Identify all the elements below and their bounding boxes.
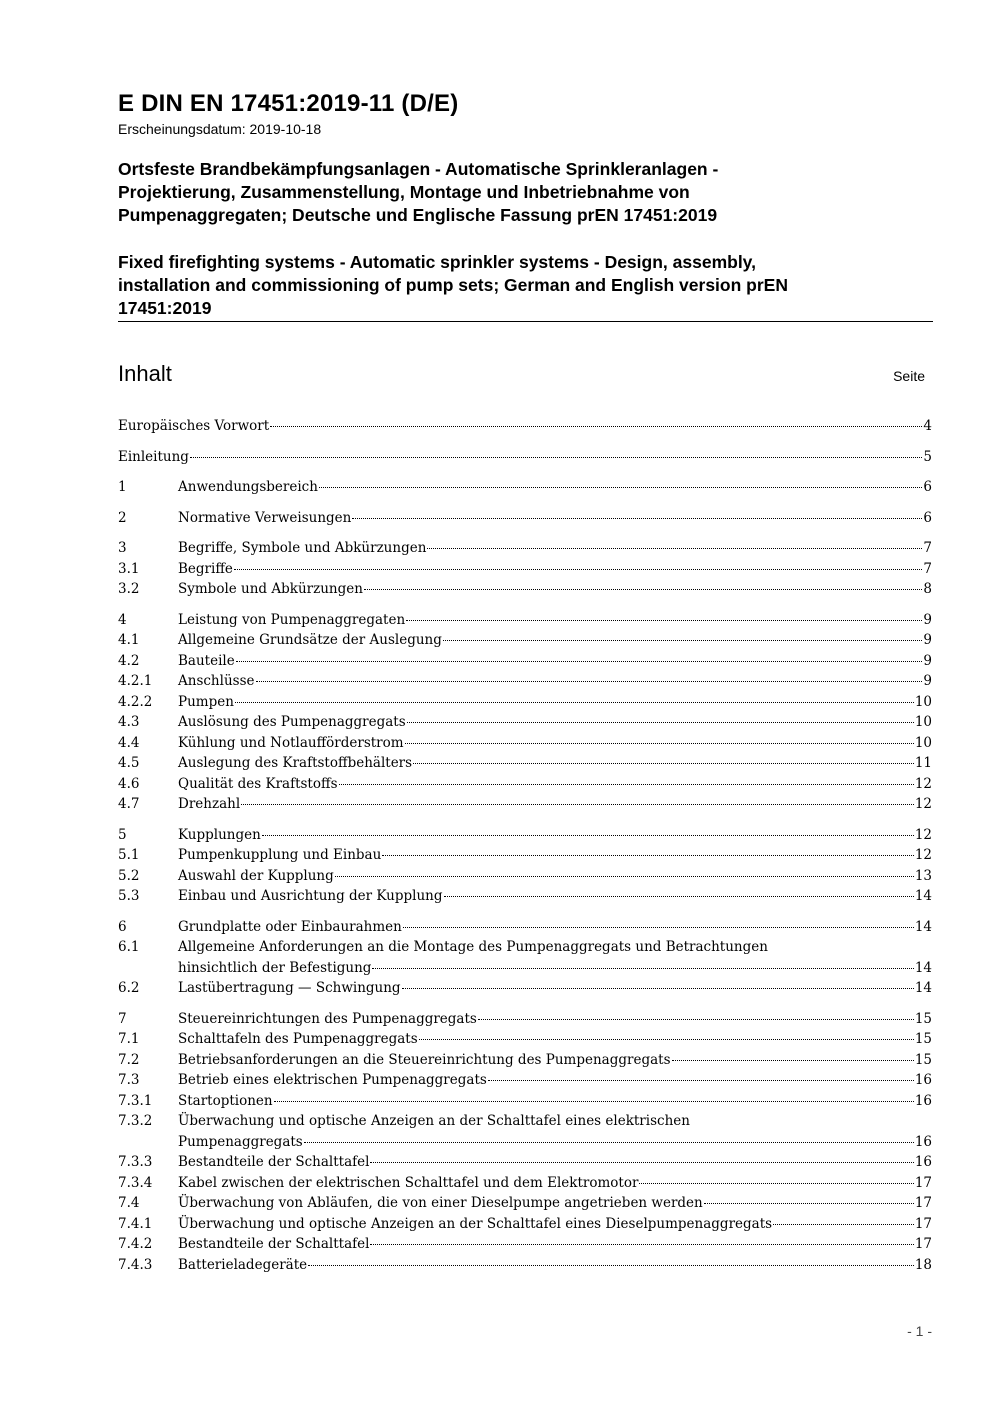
toc-entry-line (118, 845, 932, 866)
toc-entry-line (118, 753, 932, 774)
toc-dot-leader (443, 640, 923, 641)
toc-entry[interactable] (118, 774, 932, 795)
toc-dot-leader (308, 1265, 914, 1266)
toc-page-column-label: Seite (893, 368, 925, 384)
toc-entry-line (118, 1132, 932, 1153)
toc-entry-number: 7.4 (118, 1195, 140, 1211)
toc-entry[interactable] (118, 845, 932, 866)
toc-entry[interactable] (118, 508, 932, 529)
toc-entry-line (118, 447, 932, 468)
toc-entry-page: 15 (914, 1010, 932, 1027)
toc-entry-number: 4 (118, 611, 127, 628)
toc-entry-number: 7.3 (118, 1072, 140, 1088)
toc-dot-leader (403, 927, 914, 928)
toc-entry-line (118, 1111, 932, 1132)
toc-dot-leader (364, 589, 922, 590)
toc-entry-title: Pumpenaggregats (178, 1133, 303, 1150)
toc-entry-line (118, 917, 932, 938)
toc-entry-page: 12 (914, 847, 932, 863)
toc-entry-number: 5.3 (118, 888, 140, 904)
toc-entry-number: 7.3.2 (118, 1113, 153, 1129)
toc-entry-title: Überwachung und optische Anzeigen an der Schalttafel eines elektrischen (178, 1113, 690, 1129)
toc-entry-title: Kabel zwischen der elektrischen Schalttafel und dem Elektromotor (178, 1174, 639, 1191)
toc-entry-line (118, 671, 932, 692)
toc-entry-number: 4.6 (118, 775, 140, 792)
toc-entry-line (118, 1234, 932, 1255)
toc-entry-title: Allgemeine Grundsätze der Auslegung (178, 632, 442, 648)
toc-entry-number: 4.2 (118, 652, 140, 669)
toc-entry-page: 18 (914, 1256, 932, 1273)
toc-entry-title: Anschlüsse (178, 673, 255, 689)
toc-dot-leader (262, 835, 914, 836)
toc-dot-leader (382, 855, 914, 856)
toc-entry-title: Betriebsanforderungen an die Steuereinrichtung des Pumpenaggregats (178, 1051, 671, 1068)
toc-entry[interactable] (118, 1050, 932, 1071)
toc-entry-number: 4.2.2 (118, 693, 153, 710)
toc-entry[interactable] (118, 671, 932, 692)
toc-entry-number: 7.4.3 (118, 1256, 153, 1273)
toc-entry[interactable] (118, 1234, 932, 1255)
toc-entry-title: Normative Verweisungen (178, 509, 352, 526)
toc-entry[interactable] (118, 825, 932, 846)
toc-entry-line (118, 978, 932, 999)
toc-entry-number: 6 (118, 918, 127, 935)
toc-entry-number: 7.2 (118, 1051, 140, 1068)
toc-entry-page: 16 (914, 1154, 932, 1170)
toc-dot-leader (339, 784, 914, 785)
toc-dot-leader (773, 1224, 914, 1225)
page-number: - 1 - (907, 1323, 932, 1339)
toc-entry[interactable] (118, 630, 932, 651)
toc-entry-number: 5.1 (118, 847, 140, 863)
toc-entry[interactable] (118, 1214, 932, 1235)
toc-entry-line (118, 1173, 932, 1194)
title-german-line: Pumpenaggregaten; Deutsche und Englische Fassung prEN 17451:2019 (118, 205, 718, 225)
toc-dot-leader (406, 620, 922, 621)
toc-entry-number: 1 (118, 479, 127, 495)
toc-dot-leader (274, 1101, 914, 1102)
toc-entry-number: 3 (118, 540, 127, 556)
title-english-line: 17451:2019 (118, 298, 212, 318)
toc-dot-leader (639, 1183, 913, 1184)
toc-entry-page: 9 (923, 632, 932, 648)
toc-entry-line (118, 774, 932, 795)
toc-entry[interactable] (118, 712, 932, 733)
toc-entry[interactable] (118, 1173, 932, 1194)
toc-entry-title: Pumpenkupplung und Einbau (178, 847, 382, 863)
toc-dot-leader (270, 426, 922, 427)
toc-entry[interactable] (118, 733, 932, 754)
toc-entry-page: 7 (923, 560, 932, 577)
toc-entry-page: 12 (914, 796, 932, 812)
toc-entry[interactable] (118, 1029, 932, 1050)
toc-entry-title: Einleitung (118, 448, 189, 465)
toc-entry-title: Pumpen (178, 693, 234, 710)
toc-dot-leader (335, 876, 914, 877)
toc-entry[interactable] (118, 753, 932, 774)
toc-entry[interactable] (118, 610, 932, 631)
toc-entry-title: Auslegung des Kraftstoffbehälters (178, 755, 413, 771)
toc-entry[interactable] (118, 917, 932, 938)
toc-entry-number: 5 (118, 826, 127, 843)
toc-entry-line (118, 1152, 932, 1173)
toc-entry-page: 15 (914, 1051, 932, 1068)
toc-entry-page: 14 (914, 918, 932, 935)
toc-entry-title: Grundplatte oder Einbaurahmen (178, 918, 402, 935)
toc-entry-line (118, 886, 932, 907)
toc-entry-title: Allgemeine Anforderungen an die Montage des Pumpenaggregats und Betrachtungen (178, 939, 768, 955)
toc-entry-number: 7.3.3 (118, 1154, 153, 1170)
toc-entry-page: 14 (914, 959, 932, 976)
toc-entry-page: 12 (914, 775, 932, 792)
toc-entry-title: Begriffe (178, 560, 233, 577)
toc-entry-line (118, 712, 932, 733)
toc-dot-leader (352, 518, 922, 519)
toc-entry-page: 4 (923, 418, 932, 434)
toc-entry-line (118, 630, 932, 651)
toc-entry-page: 16 (914, 1072, 932, 1088)
toc-dot-leader (672, 1060, 914, 1061)
toc-entry-title: Kühlung und Notlaufförderstrom (178, 734, 404, 751)
toc-dot-leader (427, 548, 922, 549)
toc-entry-title: Auslösung des Pumpenaggregats (178, 714, 406, 730)
toc-entry-line (118, 794, 932, 815)
toc-dot-leader (488, 1080, 914, 1081)
toc-entry[interactable] (118, 692, 932, 713)
toc-entry-title: Bauteile (178, 652, 235, 669)
toc-entry-number: 7.1 (118, 1031, 140, 1047)
toc-dot-leader (704, 1203, 914, 1204)
toc-entry[interactable] (118, 1111, 932, 1152)
toc-entry-number: 4.5 (118, 755, 140, 771)
toc-dot-leader (370, 1244, 913, 1245)
toc-dot-leader (407, 722, 914, 723)
title-english (118, 251, 918, 320)
toc-entry-line (118, 958, 932, 979)
toc-entry-number: 4.2.1 (118, 673, 153, 689)
toc-entry-page: 14 (914, 980, 932, 996)
toc-entry-number: 4.7 (118, 796, 140, 812)
toc-entry-page: 13 (914, 867, 932, 884)
toc-entry-title: Europäisches Vorwort (118, 418, 270, 434)
toc-heading: Inhalt (118, 361, 172, 386)
toc-entry-number: 7.4.1 (118, 1215, 153, 1232)
toc-entry[interactable] (118, 477, 932, 498)
toc-entry[interactable] (118, 866, 932, 887)
toc-entry-line (118, 1193, 932, 1214)
toc-entry-title: Anwendungsbereich (178, 479, 318, 495)
toc-entry-title: Betrieb eines elektrischen Pumpenaggregats (178, 1072, 487, 1088)
toc-entry-page: 16 (914, 1133, 932, 1150)
toc-entry-number: 7.3.1 (118, 1092, 153, 1109)
toc-entry-title: Auswahl der Kupplung (178, 867, 334, 884)
toc-entry-title: Drehzahl (178, 796, 241, 812)
toc-entry-number: 7 (118, 1010, 127, 1027)
toc-dot-leader (419, 1039, 914, 1040)
toc-entry-title: Begriffe, Symbole und Abkürzungen (178, 540, 427, 556)
toc-entry-number: 4.3 (118, 714, 140, 730)
table-of-contents (118, 416, 932, 1275)
toc-entry-title: Symbole und Abkürzungen (178, 581, 363, 597)
toc-entry-title: Steuereinrichtungen des Pumpenaggregats (178, 1010, 477, 1027)
toc-dot-leader (372, 968, 913, 969)
toc-entry[interactable] (118, 978, 932, 999)
toc-dot-leader (236, 661, 923, 662)
toc-entry-line (118, 508, 932, 529)
toc-entry-line (118, 610, 932, 631)
toc-entry-page: 17 (914, 1174, 932, 1191)
toc-entry-page: 16 (914, 1092, 932, 1109)
toc-entry-title: Qualität des Kraftstoffs (178, 775, 338, 792)
toc-entry-page: 5 (923, 448, 932, 465)
toc-entry-line (118, 416, 932, 437)
toc-entry[interactable] (118, 538, 932, 559)
toc-dot-leader (256, 681, 923, 682)
toc-dot-leader (478, 1019, 914, 1020)
toc-entry[interactable] (118, 886, 932, 907)
toc-entry-title: Schalttafeln des Pumpenaggregats (178, 1031, 418, 1047)
toc-entry-page: 10 (914, 693, 932, 710)
toc-entry-line (118, 1050, 932, 1071)
toc-entry-line (118, 825, 932, 846)
toc-entry-number: 3.2 (118, 581, 140, 597)
toc-entry-title: Startoptionen (178, 1092, 273, 1109)
toc-entry-page: 15 (914, 1031, 932, 1047)
toc-entry-page: 14 (914, 888, 932, 904)
toc-entry-page: 17 (914, 1236, 932, 1252)
toc-entry-title: Überwachung von Abläufen, die von einer Dieselpumpe angetrieben werden (178, 1195, 703, 1211)
title-english-line: Fixed firefighting systems - Automatic sprinkler systems - Design, assembly, (118, 252, 756, 272)
toc-entry-title: hinsichtlich der Befestigung (178, 959, 372, 976)
title-divider (118, 321, 933, 322)
toc-entry[interactable] (118, 559, 932, 580)
toc-entry-number: 6.1 (118, 939, 140, 955)
toc-entry-title: Überwachung und optische Anzeigen an der Schalttafel eines Dieselpumpenaggregats (178, 1215, 773, 1232)
toc-entry[interactable] (118, 794, 932, 815)
toc-entry-line (118, 579, 932, 600)
document-id: E DIN EN 17451:2019-11 (D/E) (118, 90, 459, 117)
toc-entry-title: Einbau und Ausrichtung der Kupplung (178, 888, 443, 904)
title-german (118, 158, 918, 227)
toc-entry-number: 7.3.4 (118, 1174, 153, 1191)
toc-entry[interactable] (118, 1091, 932, 1112)
toc-entry-page: 9 (923, 652, 932, 669)
toc-entry-line (118, 937, 932, 958)
toc-entry[interactable] (118, 651, 932, 672)
toc-entry-title: Leistung von Pumpenaggregaten (178, 611, 406, 628)
title-german-line: Projektierung, Zusammenstellung, Montage und Inbetriebnahme von (118, 182, 690, 202)
toc-dot-leader (402, 988, 914, 989)
toc-dot-leader (370, 1162, 913, 1163)
toc-entry-line (118, 866, 932, 887)
toc-entry-line (118, 1009, 932, 1030)
toc-entry-line (118, 477, 932, 498)
title-english-line: installation and commissioning of pump sets; German and English version prEN (118, 275, 788, 295)
toc-entry-line (118, 559, 932, 580)
toc-entry-title: Bestandteile der Schalttafel (178, 1154, 370, 1170)
toc-entry[interactable] (118, 1009, 932, 1030)
toc-entry-page: 17 (914, 1215, 932, 1232)
toc-entry-page: 12 (914, 826, 932, 843)
toc-entry[interactable] (118, 937, 932, 978)
toc-entry-number: 4.4 (118, 734, 140, 751)
toc-entry-line (118, 1214, 932, 1235)
toc-entry[interactable] (118, 447, 932, 468)
toc-dot-leader (304, 1142, 914, 1143)
toc-dot-leader (444, 896, 914, 897)
toc-dot-leader (190, 457, 922, 458)
toc-entry-number: 6.2 (118, 980, 140, 996)
toc-entry-line (118, 651, 932, 672)
toc-entry-number: 2 (118, 509, 127, 526)
toc-dot-leader (235, 702, 914, 703)
toc-entry-title: Lastübertragung — Schwingung (178, 980, 401, 996)
toc-entry-title: Kupplungen (178, 826, 261, 843)
toc-entry-page: 7 (923, 540, 932, 556)
toc-entry[interactable] (118, 1070, 932, 1091)
toc-dot-leader (234, 569, 923, 570)
toc-entry-page: 6 (923, 479, 932, 495)
toc-entry-title: Batterieladegeräte (178, 1256, 308, 1273)
toc-entry-line (118, 733, 932, 754)
toc-entry-page: 9 (923, 673, 932, 689)
toc-entry[interactable] (118, 1193, 932, 1214)
toc-entry-number: 3.1 (118, 560, 140, 577)
toc-entry-page: 10 (914, 714, 932, 730)
toc-entry-line (118, 692, 932, 713)
title-german-line: Ortsfeste Brandbekämpfungsanlagen - Automatische Sprinkleranlagen - (118, 159, 719, 179)
toc-entry-number: 4.1 (118, 632, 140, 648)
toc-entry-number: 5.2 (118, 867, 140, 884)
toc-entry-page: 8 (923, 581, 932, 597)
publication-date: Erscheinungsdatum: 2019-10-18 (118, 121, 322, 137)
toc-entry-line (118, 1029, 932, 1050)
toc-dot-leader (319, 487, 922, 488)
toc-entry[interactable] (118, 579, 932, 600)
toc-entry[interactable] (118, 416, 932, 437)
toc-entry-page: 9 (923, 611, 932, 628)
toc-entry[interactable] (118, 1255, 932, 1276)
toc-dot-leader (241, 804, 914, 805)
toc-entry-line (118, 1091, 932, 1112)
toc-entry-page: 17 (914, 1195, 932, 1211)
toc-dot-leader (405, 743, 914, 744)
toc-dot-leader (413, 763, 914, 764)
toc-entry[interactable] (118, 1152, 932, 1173)
toc-entry-number: 7.4.2 (118, 1236, 153, 1252)
toc-entry-line (118, 538, 932, 559)
toc-entry-page: 11 (914, 755, 932, 771)
toc-entry-page: 6 (923, 509, 932, 526)
toc-entry-line (118, 1255, 932, 1276)
toc-entry-line (118, 1070, 932, 1091)
toc-entry-page: 10 (914, 734, 932, 751)
toc-entry-title: Bestandteile der Schalttafel (178, 1236, 370, 1252)
